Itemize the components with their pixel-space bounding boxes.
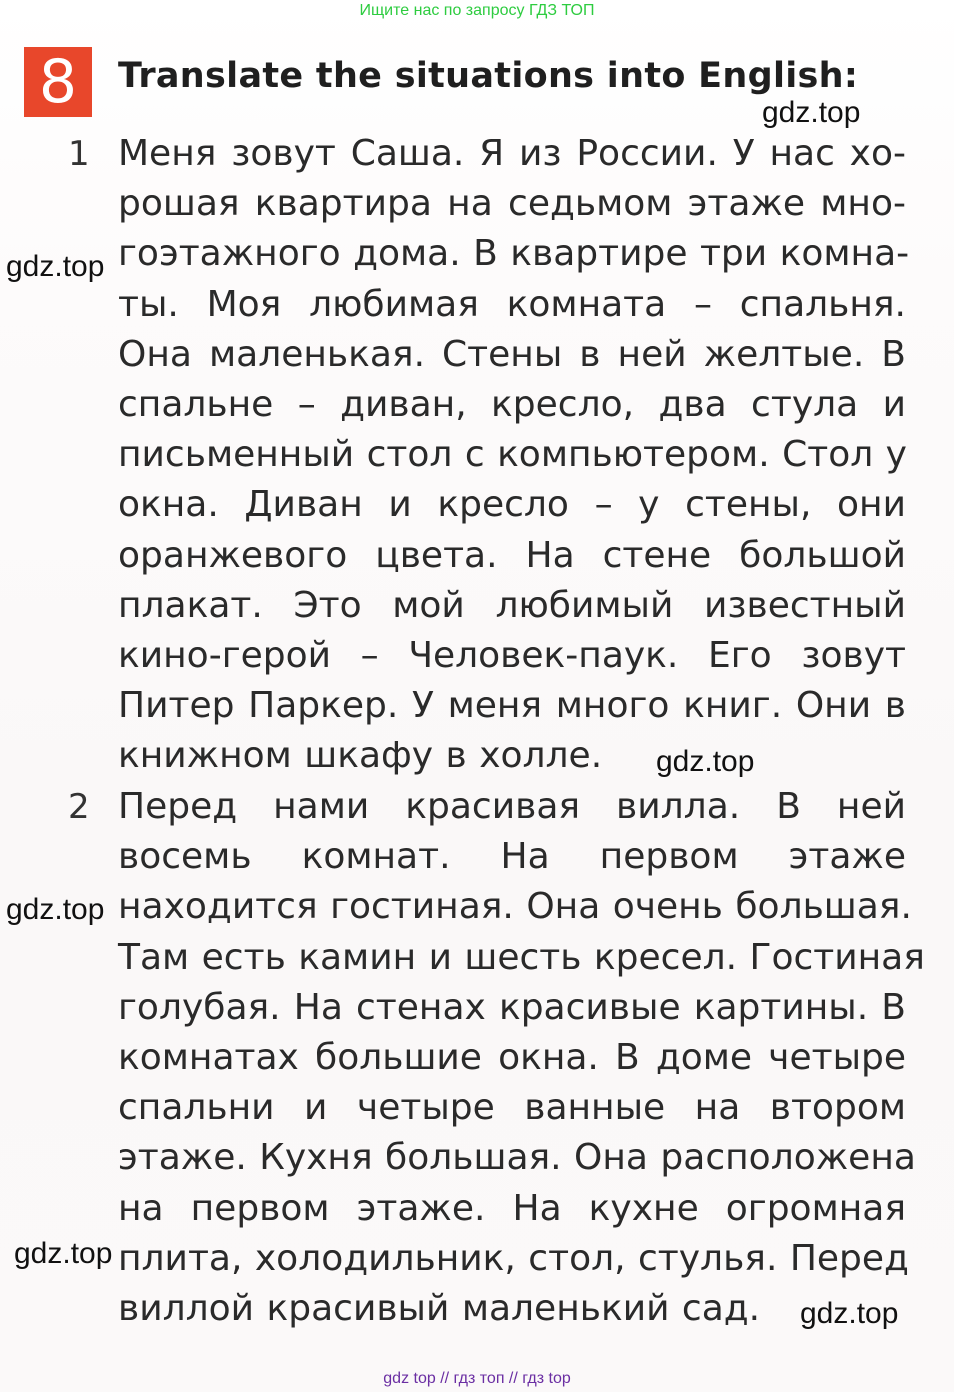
text-line: Перед нами красивая вилла. В ней [118, 786, 906, 827]
text-line: голубая. На стенах красивые картины. В [118, 986, 906, 1028]
text-line: окна. Диван и кресло – у стены, они [118, 484, 906, 526]
text-line: этаже. Кухня большая. Она расположена [118, 1137, 916, 1179]
text-line: письменный стол с компьютером. Стол у [118, 434, 907, 476]
text-line: виллой красивый маленький сад. [118, 1288, 761, 1330]
watermark: gdz.top [656, 745, 755, 778]
exercise-number-badge: 8 [24, 47, 92, 117]
exercise-title: Translate the situations into English: [118, 56, 859, 96]
watermark: gdz.top [6, 893, 105, 926]
text-line: рошая квартира на седьмом этаже мно- [118, 183, 906, 225]
text-line: Меня зовут Саша. Я из России. У нас хо- [118, 133, 906, 174]
text-line: гоэтажного дома. В квартире три комна- [118, 233, 910, 275]
text-line: спальни и четыре ванные на втором [118, 1087, 906, 1129]
text-line: комнатах большие окна. В доме четыре [118, 1037, 906, 1079]
text-line: находится гостиная. Она очень большая. [118, 886, 912, 928]
text-line: ты. Моя любимая комната – спальня. [118, 283, 906, 325]
text-line: спальне – диван, кресло, два стула и [118, 384, 906, 426]
text-line: на первом этаже. На кухне огромная [118, 1187, 906, 1229]
item-text-2 [118, 782, 925, 1334]
item-number-1: 1 [68, 134, 90, 174]
text-line: плита, холодильник, стол, стулья. Перед [118, 1237, 909, 1279]
text-line: Она маленькая. Стены в ней желтые. В [118, 333, 906, 375]
text-line: восемь комнат. На первом этаже [118, 836, 906, 878]
text-line: книжном шкафу в холле. [118, 735, 603, 777]
text-line: Питер Паркер. У меня много книг. Они в [118, 685, 906, 727]
top-banner: Ищите нас по запросу ГДЗ ТОП [359, 2, 595, 19]
text-line: кино-герой – Человек-паук. Его зовут [118, 635, 906, 677]
item-number-2: 2 [68, 787, 90, 827]
text-line: плакат. Это мой любимый известный [118, 584, 906, 626]
text-line: оранжевого цвета. На стене большой [118, 534, 906, 576]
item-text-1 [118, 129, 910, 782]
text-line: Там есть камин и шесть кресел. Гостиная [118, 936, 925, 978]
watermark: gdz.top [762, 96, 861, 129]
watermark: gdz.top [14, 1237, 113, 1270]
watermark: gdz.top [800, 1297, 899, 1330]
watermark: gdz.top [6, 250, 105, 283]
footer-links: gdz top // гдз топ // гдз top [383, 1370, 571, 1387]
